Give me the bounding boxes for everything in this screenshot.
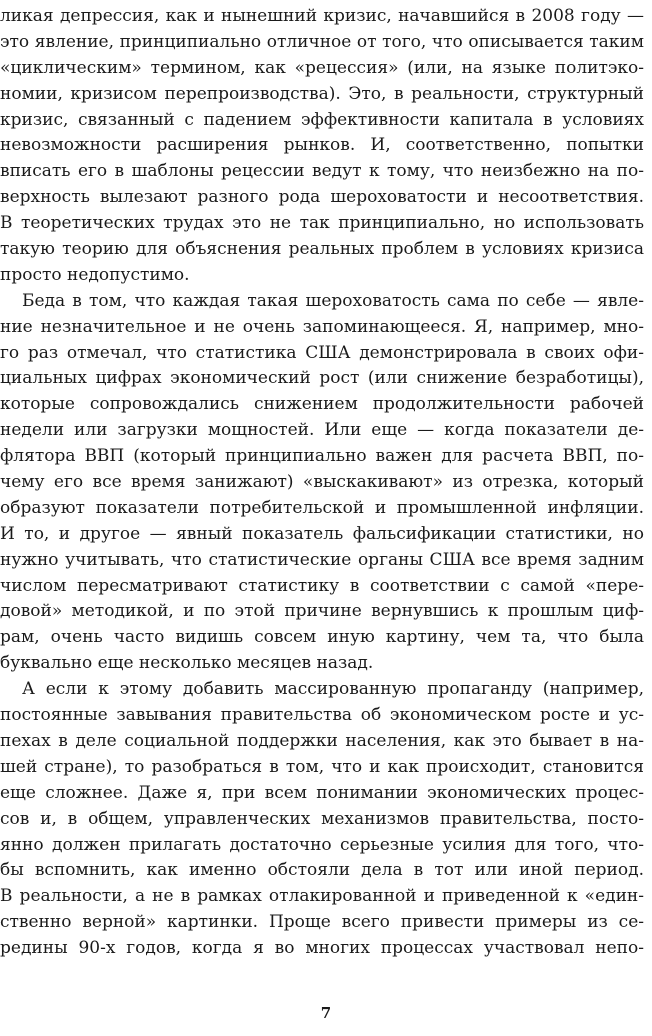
paragraph [0, 289, 644, 677]
page-number: 7 [320, 1004, 332, 1022]
text-line: числом пересматривают статистику в соответствии с самой «пере- [0, 575, 644, 596]
text-line: просто недопустимо. [0, 264, 190, 285]
text-line: такую теорию для объяснения реальных проблем в условиях кризиса [0, 239, 644, 260]
text-line: А если к этому добавить массированную пропаганду (например, [22, 679, 644, 700]
text-line: чему его все время занижают) «выскакивают» из отрезка, который [0, 472, 644, 493]
text-line: И то, и другое — явный показатель фальсификации статистики, но [0, 523, 644, 544]
paragraph [0, 677, 644, 962]
text-line: янно должен прилагать достаточно серьезные усилия для того, что- [0, 834, 644, 855]
text-line: номии, кризисом перепроизводства). Это, в реальности, структурный [0, 83, 644, 104]
text-line: В теоретических трудах это не так принципиально, но использовать [0, 213, 644, 234]
text-line: недели или загрузки мощностей. Или еще — когда показатели де- [0, 420, 644, 441]
text-line: пехах в деле социальной поддержки населения, как это бывает в на- [0, 730, 644, 751]
text-line: невозможности расширения рынков. И, соответственно, попытки [0, 135, 644, 156]
text-line: циальных цифрах экономический рост (или снижение безработицы), [0, 368, 644, 389]
text-line: Беда в том, что каждая такая шероховатость сама по себе — явле- [22, 290, 644, 311]
text-line: верхность вылезают разного рода шероховатости и несоответствия. [0, 187, 644, 208]
text-line: ственно верной» картинки. Проще всего привести примеры из се- [0, 912, 644, 933]
body-text [0, 4, 644, 962]
text-line: это явление, принципиально отличное от того, что описывается таким [0, 31, 644, 52]
text-line: «циклическим» термином, как «рецессия» (или, на языке политэко- [0, 57, 644, 78]
text-line: вписать его в шаблоны рецессии ведут к тому, что неизбежно на по- [0, 161, 644, 182]
text-line: сов и, в общем, управленческих механизмов правительства, посто- [0, 808, 644, 829]
text-line: ние незначительное и не очень запоминающееся. Я, например, мно- [0, 316, 644, 337]
text-line: буквально еще несколько месяцев назад. [0, 653, 374, 674]
text-line: флятора ВВП (который принципиально важен для расчета ВВП, по- [0, 446, 644, 467]
text-line: еще сложнее. Даже я, при всем понимании экономических процес- [0, 782, 644, 803]
text-line: бы вспомнить, как именно обстояли дела в тот или иной период. [0, 860, 644, 881]
text-line: редины 90-х годов, когда я во многих процессах участвовал непо- [0, 938, 644, 959]
text-line: ликая депрессия, как и нынешний кризис, начавшийся в 2008 году — [0, 6, 644, 26]
text-line: шей стране), то разобраться в том, что и как происходит, становится [0, 756, 644, 777]
paragraph [0, 4, 644, 289]
text-line: нужно учитывать, что статистические органы США все время задним [0, 549, 644, 570]
text-line: постоянные завывания правительства об экономическом росте и ус- [0, 705, 644, 726]
text-line: довой» методикой, и по этой причине вернувшись к прошлым циф- [0, 601, 644, 622]
text-line: го раз отмечал, что статистика США демонстрировала в своих офи- [0, 342, 644, 363]
text-line: образуют показатели потребительской и промышленной инфляции. [0, 497, 644, 518]
text-line: В реальности, а не в рамках отлакированной и приведенной к «един- [0, 886, 644, 907]
text-line: кризис, связанный с падением эффективности капитала в условиях [0, 109, 644, 130]
text-line: которые сопровождались снижением продолжительности рабочей [0, 394, 644, 415]
text-line: рам, очень часто видишь совсем иную картину, чем та, что была [0, 627, 644, 648]
